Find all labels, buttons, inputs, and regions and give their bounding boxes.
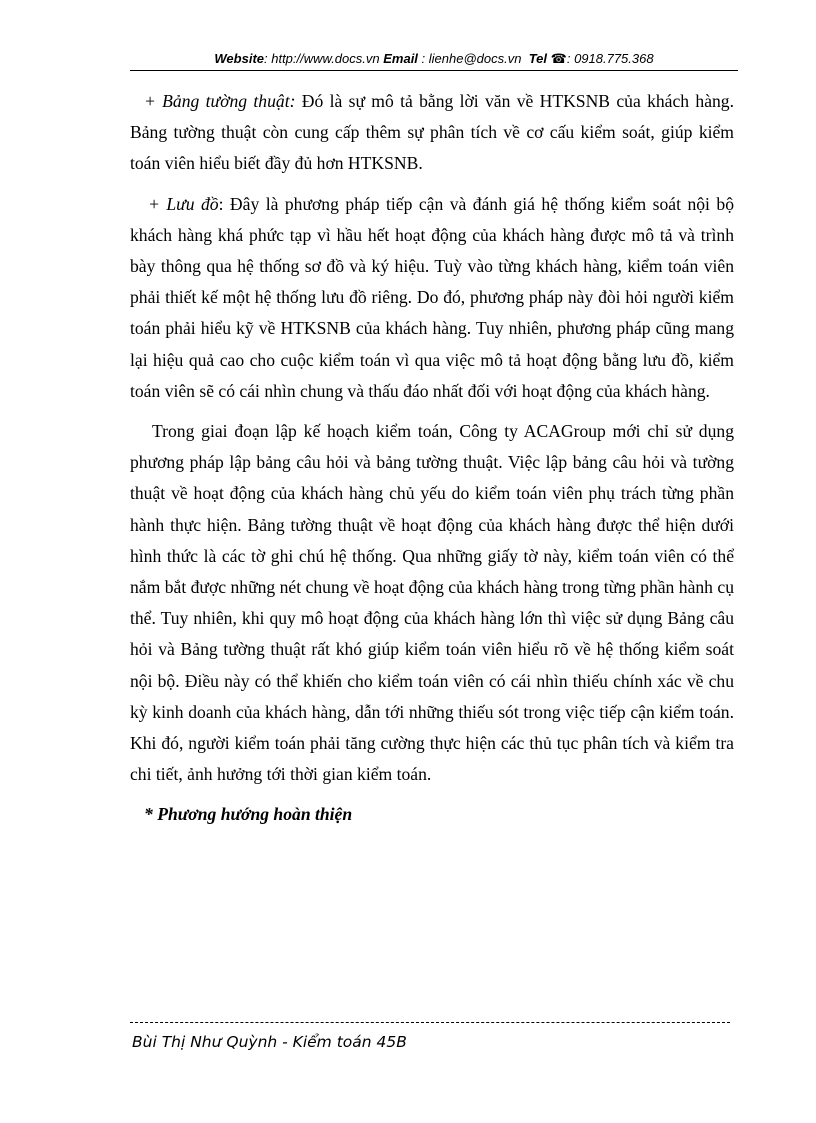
tel-label: Tel [528,51,548,66]
tel-value: : 0918.775.368 [566,51,654,66]
paragraph-planning: Trong giai đoạn lập kế hoạch kiểm toán, Công ty ACAGroup mới chỉ sử dụng phương pháp lập bảng câu hỏi và bảng tường thuật. Việc lập bảng câu hỏi và tường thuật về hoạt động của khách hàng chủ yếu do kiểm toán viên phụ trách từng phần hành thực hiện. Bảng tường thuật về hoạt động của khách hàng được thể hiện dưới hình thức là các tờ ghi chú hệ thống. Qua những giấy tờ này, kiểm toán viên có thể nắm bắt được những nét chung về hoạt động của khách hàng trong từng phần hành cụ thể. Tuy nhiên, khi quy mô hoạt động của khách hàng lớn thì việc sử dụng Bảng câu hỏi và Bảng tường thuật rất khó giúp kiểm toán viên hiểu rõ về hệ thống kiểm soát nội bộ. Điều này có thể khiến cho kiểm toán viên có cái nhìn thiếu chính xác về chu kỳ kinh doanh của khách hàng, dẫn tới những thiếu sót trong việc tiếp cận kiểm toán. Khi đó, người kiểm toán phải tăng cường thực hiện các thủ tục phân tích và kiểm tra chi tiết, ảnh hưởng tới thời gian kiểm toán. [130,421,734,785]
paragraph-flowchart-text: : Đây là phương pháp tiếp cận và đánh giá hệ thống kiểm soát nội bộ khách hàng khá phức tạp vì hầu hết hoạt động của khách hàng được mô tả và trình bày thông qua hệ thống sơ đồ và ký hiệu. Tuỳ vào từng khách hàng, kiểm toán viên phải thiết kế một hệ thống lưu đồ riêng. Do đó, phương pháp này đòi hỏi người kiểm toán phải hiểu kỹ về HTKSNB của khách hàng. Tuy nhiên, phương pháp cũng mang lại hiệu quả cao cho cuộc kiểm toán vì qua việc mô tả hoạt động bằng lưu đồ, kiểm toán viên sẽ có cái nhìn chung và thấu đáo nhất đối với hoạt động của khách hàng. [130,193,734,401]
paragraph-flowchart [130,189,734,407]
paragraph-narrative-text: Đó là sự mô tả bằng lời văn về HTKSNB của khách hàng. Bảng tường thuật còn cung cấp thêm sự phân tích về cơ cấu kiểm soát, giúp kiểm toán viên hiểu biết đầy đủ hơn HTKSNB. [130,91,734,174]
term-flowchart: + Lưu đồ [148,193,219,214]
email-label: Email [383,51,418,66]
footer-divider [130,1022,730,1023]
email-link[interactable]: : lienhe@docs.vn [421,51,522,66]
website-link[interactable]: : http://www.docs.vn [264,51,380,66]
header-divider [130,70,738,71]
footer-author: Bùi Thị Như Quỳnh - Kiểm toán 45B [132,1033,407,1051]
page-header [130,48,738,70]
section-heading: * Phương hướng hoàn thiện [144,804,353,825]
term-narrative: + Bảng tường thuật: [144,91,296,111]
website-label: Website [214,51,264,66]
phone-icon: ☎ [550,51,567,66]
document-body [130,86,734,840]
paragraph-narrative [130,86,734,180]
